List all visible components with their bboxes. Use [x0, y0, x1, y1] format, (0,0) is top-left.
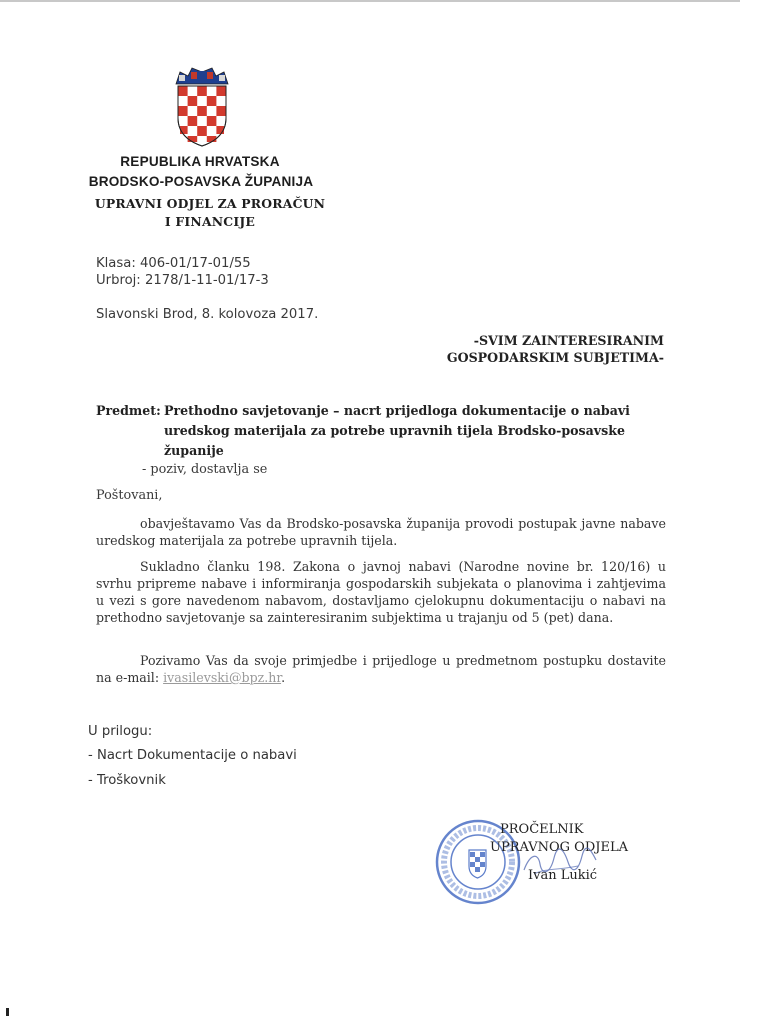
croatian-coat-of-arms-icon: [170, 66, 234, 148]
recipient-line2: GOSPODARSKIM SUBJETIMA-: [446, 350, 664, 365]
klasa-number: Klasa: 406-01/17-01/55: [96, 256, 251, 271]
header-department-line2: I FINANCIJE: [164, 214, 256, 229]
subject-label: Predmet:: [96, 403, 161, 418]
attachment-item: - Nacrt Dokumentacije o nabavi: [88, 748, 297, 763]
subject-text: Prethodno savjetovanje – nacrt prijedloga dokumentacije o nabavi uredskog materijala za potrebe upravnih tijela Brodsko-posavske županije: [164, 403, 630, 458]
salutation: Poštovani,: [96, 488, 163, 503]
subject-block: [96, 401, 656, 461]
paragraph-3-end: .: [281, 670, 286, 685]
scan-mark: [6, 1008, 9, 1016]
urbroj-number: Urbroj: 2178/1-11-01/17-3: [96, 273, 269, 288]
scan-border: [0, 0, 740, 2]
signature-name: Ivan Lukić: [528, 868, 598, 883]
paragraph-2: [96, 558, 666, 626]
signature-title-line1: PROČELNIK: [500, 822, 584, 837]
header-county: BRODSKO-POSAVSKA ŽUPANIJA: [88, 174, 314, 189]
header-country: REPUBLIKA HRVATSKA: [120, 154, 280, 169]
paragraph-2-text: Sukladno članku 198. Zakona o javnoj nabavi (Narodne novine br. 120/16) u svrhu pripreme nabave i informiranja gospodarskih subjekata o planovima i zahtjevima u vezi s gore navedenom nabavom, dostavljamo cjelokupnu dokumentaciju o nabavi na prethodno savjetovanje sa zainteresiranim subjektima u trajanju od 5 (pet) dana.: [96, 559, 666, 625]
paragraph-1-text: obavještavamo Vas da Brodsko-posavska županija provodi postupak javne nabave uredskog materijala za potrebe upravnih tijela.: [96, 516, 666, 548]
place-date: Slavonski Brod, 8. kolovoza 2017.: [96, 307, 319, 322]
attachment-item: - Troškovnik: [88, 773, 166, 788]
recipient-line1: -SVIM ZAINTERESIRANIM: [473, 333, 664, 348]
email-link[interactable]: ivasilevski@bpz.hr: [163, 670, 282, 685]
attachments-title: U prilogu:: [88, 724, 153, 739]
paragraph-3: [96, 652, 666, 686]
paragraph-1: [96, 515, 666, 549]
subject-note: - poziv, dostavlja se: [142, 462, 268, 477]
header-department-line1: UPRAVNI ODJEL ZA PRORAČUN: [94, 196, 326, 211]
paragraph-3-text: Pozivamo Vas da svoje primjedbe i prijedloge u predmetnom postupku dostavite na e-mail:: [96, 653, 666, 685]
signature-title-line2: UPRAVNOG ODJELA: [490, 840, 628, 855]
